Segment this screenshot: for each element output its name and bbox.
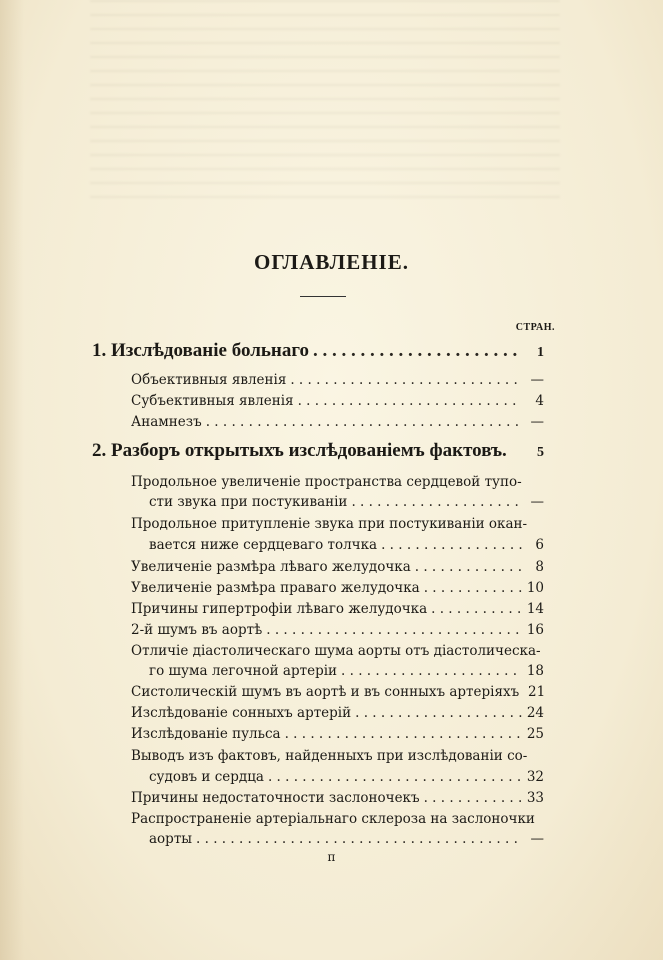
leader-dots	[266, 622, 522, 638]
item-first-line: Распространеніе артеріальнаго склероза на заслоночки	[131, 811, 535, 827]
leader-dots	[298, 393, 522, 409]
item-page: —	[530, 414, 544, 430]
item-title: судовъ и сердца	[149, 769, 264, 785]
item-title: Субъективныя явленія	[131, 393, 294, 409]
toc-item	[131, 580, 544, 596]
leader-dots	[351, 494, 522, 510]
item-title: Изслѣдованіе сонныхъ артерій	[131, 705, 352, 721]
item-title: Причины недостаточности заслоночекъ	[131, 790, 420, 806]
toc-item	[131, 393, 544, 409]
leader-dots	[313, 340, 522, 362]
section-title: 2. Разборъ открытыхъ изслѣдованіемъ фактовъ.	[92, 440, 507, 461]
item-page: —	[530, 494, 544, 510]
item-page: 14	[526, 601, 544, 617]
item-page: —	[530, 831, 544, 847]
leader-dots	[285, 726, 522, 742]
leader-dots	[290, 372, 522, 388]
item-title: Причины гипертрофіи лѣваго желудочка	[131, 601, 428, 617]
item-first-line: Отличіе діастолическаго шума аорты отъ діастолическа-	[131, 643, 541, 659]
leader-dots	[355, 705, 522, 721]
item-page: 8	[535, 559, 544, 575]
item-page: 33	[526, 790, 544, 806]
item-title: Увеличеніе размѣра лѣваго желудочка	[131, 559, 411, 575]
item-title: сти звука при постукиваніи	[149, 494, 348, 510]
toc-item	[131, 684, 544, 700]
item-title: вается ниже сердцеваго толчка	[149, 537, 378, 553]
item-page: 10	[526, 580, 544, 596]
item-title: Систолическій шумъ въ аортѣ и въ сонныхъ артеріяхъ	[131, 684, 520, 700]
item-first-line: Продольное притупленіе звука при постукиваніи окан-	[131, 516, 528, 532]
page-column-label: СТРАН.	[515, 322, 555, 333]
leader-dots	[424, 580, 522, 596]
item-page: 32	[526, 769, 544, 785]
toc-item	[131, 726, 544, 742]
item-title: аорты	[149, 831, 193, 847]
toc-item	[131, 622, 544, 638]
toc-section-2	[92, 440, 544, 462]
item-page: 6	[535, 537, 544, 553]
item-first-line: Выводъ изъ фактовъ, найденныхъ при изслѣдованіи со-	[131, 748, 528, 764]
toc-item	[131, 705, 544, 721]
section-title: 1. Изслѣдованіе больнаго	[92, 340, 310, 361]
toc-item	[131, 372, 544, 388]
leader-dots	[206, 414, 522, 430]
leader-dots	[415, 559, 522, 575]
item-title: Изслѣдованіе пульса	[131, 726, 281, 742]
toc-item	[131, 601, 544, 617]
item-title: Объективныя явленія	[131, 372, 287, 388]
item-page: 25	[526, 726, 544, 742]
section-page: 5	[537, 445, 544, 460]
page-signature: п	[327, 850, 336, 864]
leader-dots	[431, 601, 522, 617]
toc-section-1	[92, 340, 544, 362]
item-page: 16	[526, 622, 544, 638]
toc-item	[131, 831, 544, 847]
section-page: 1	[537, 345, 544, 360]
item-title: Анамнезъ	[131, 414, 202, 430]
leader-dots	[381, 537, 522, 553]
leader-dots	[341, 663, 522, 679]
item-page: —	[530, 372, 544, 388]
toc-item	[131, 769, 544, 785]
leader-dots	[424, 790, 522, 806]
item-title: го шума легочной артеріи	[149, 663, 338, 679]
item-title: Увеличеніе размѣра праваго желудочка	[131, 580, 420, 596]
toc-item	[131, 537, 544, 553]
item-page: 21	[527, 684, 546, 700]
item-page: 24	[526, 705, 544, 721]
item-page: 18	[526, 663, 544, 679]
item-first-line: Продольное увеличеніе пространства сердцевой тупо-	[131, 474, 522, 490]
toc-item	[131, 663, 544, 679]
leader-dots	[268, 769, 522, 785]
page-title: ОГЛАВЛЕНІЕ.	[254, 250, 409, 274]
toc-item	[131, 414, 544, 430]
toc-item	[131, 494, 544, 510]
leader-dots	[196, 831, 522, 847]
item-title: 2-й шумъ въ аортѣ	[131, 622, 263, 638]
item-page: 4	[535, 393, 544, 409]
toc-item	[131, 790, 544, 806]
toc-item	[131, 559, 544, 575]
